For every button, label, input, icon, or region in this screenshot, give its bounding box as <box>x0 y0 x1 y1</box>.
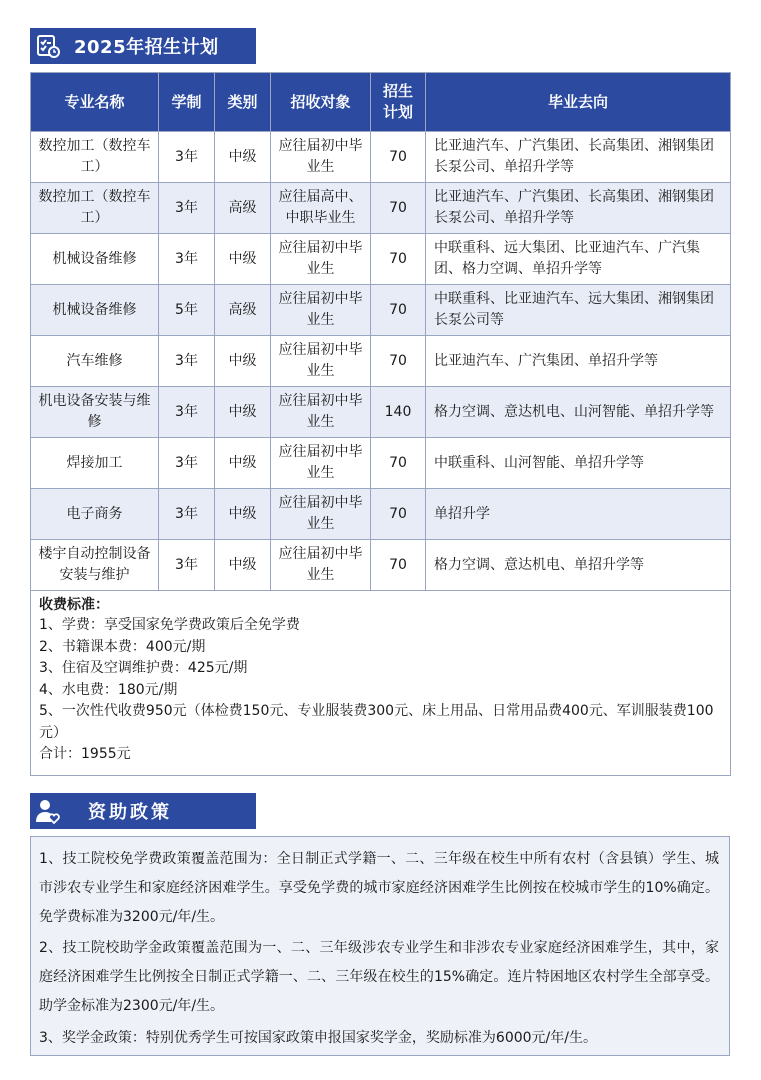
cell-major: 电子商务 <box>31 489 159 540</box>
cell-major: 机械设备维修 <box>31 285 159 336</box>
cell-level: 高级 <box>215 285 271 336</box>
cell-target: 应往届初中毕业生 <box>271 234 371 285</box>
fees-row <box>31 591 731 776</box>
cell-years: 3年 <box>159 336 215 387</box>
fees-section <box>31 591 731 776</box>
cell-level: 中级 <box>215 489 271 540</box>
cell-plan: 70 <box>371 489 426 540</box>
table-row <box>31 387 731 438</box>
cell-level: 高级 <box>215 183 271 234</box>
cell-major: 机械设备维修 <box>31 234 159 285</box>
section-title: 2025年招生计划 <box>74 37 219 58</box>
cell-years: 3年 <box>159 183 215 234</box>
cell-years: 3年 <box>159 234 215 285</box>
policy-paragraph: 3、奖学金政策：特别优秀学生可按国家政策申报国家奖学金，奖励标准为6000元/年/生。 <box>39 1029 597 1046</box>
cell-plan: 70 <box>371 234 426 285</box>
cell-destination: 比亚迪汽车、广汽集团、单招升学等 <box>426 336 731 387</box>
cell-level: 中级 <box>215 132 271 183</box>
fee-item: 3、住宿及空调维护费：425元/期 <box>39 660 248 676</box>
cell-plan: 70 <box>371 438 426 489</box>
cell-major: 楼宇自动控制设备安装与维护 <box>31 540 159 591</box>
cell-years: 3年 <box>159 387 215 438</box>
cell-level: 中级 <box>215 387 271 438</box>
cell-destination: 比亚迪汽车、广汽集团、长高集团、湘钢集团长泵公司、单招升学等 <box>426 132 731 183</box>
table-row <box>31 438 731 489</box>
header-major: 专业名称 <box>31 73 159 132</box>
cell-major: 机电设备安装与维修 <box>31 387 159 438</box>
cell-target: 应往届初中毕业生 <box>271 132 371 183</box>
cell-plan: 70 <box>371 336 426 387</box>
table-header-row <box>31 73 731 132</box>
cell-target: 应往届初中毕业生 <box>271 540 371 591</box>
cell-plan: 70 <box>371 132 426 183</box>
fees-total: 合计：1955元 <box>39 746 131 762</box>
cell-level: 中级 <box>215 234 271 285</box>
table-row <box>31 183 731 234</box>
cell-target: 应往届初中毕业生 <box>271 285 371 336</box>
cell-years: 5年 <box>159 285 215 336</box>
table-row <box>31 285 731 336</box>
cell-destination: 中联重科、山河智能、单招升学等 <box>426 438 731 489</box>
table-row <box>31 132 731 183</box>
cell-level: 中级 <box>215 438 271 489</box>
header-level: 类别 <box>215 73 271 132</box>
cell-target: 应往届初中毕业生 <box>271 489 371 540</box>
person-heart-icon <box>30 793 66 829</box>
cell-plan: 70 <box>371 540 426 591</box>
table-row <box>31 540 731 591</box>
enrollment-plan-table <box>30 72 731 776</box>
policy-paragraph: 2、技工院校助学金政策覆盖范围为一、二、三年级涉农专业学生和非涉农专业家庭经济困难学生，其中，家庭经济困难学生比例按全日制正式学籍一、二、三年级在校生的15%确定。连片特困地区农村学生全部享受。助学金标准为2300元/年/生。 <box>39 940 719 1014</box>
cell-destination: 格力空调、意达机电、山河智能、单招升学等 <box>426 387 731 438</box>
header-target: 招收对象 <box>271 73 371 132</box>
table-row <box>31 234 731 285</box>
cell-level: 中级 <box>215 540 271 591</box>
table-row <box>31 489 731 540</box>
cell-plan: 140 <box>371 387 426 438</box>
fee-item: 1、学费：享受国家免学费政策后全免学费 <box>39 617 300 633</box>
cell-destination: 格力空调、意达机电、单招升学等 <box>426 540 731 591</box>
cell-plan: 70 <box>371 285 426 336</box>
cell-years: 3年 <box>159 438 215 489</box>
cell-target: 应往届初中毕业生 <box>271 387 371 438</box>
policy-paragraph: 1、技工院校免学费政策覆盖范围为：全日制正式学籍一、二、三年级在校生中所有农村（含县镇）学生、城市涉农专业学生和家庭经济困难学生。享受免学费的城市家庭经济困难学生比例按在校城市学生的10%确定。免学费标准为3200元/年/生。 <box>39 851 719 925</box>
cell-target: 应往届高中、中职毕业生 <box>271 183 371 234</box>
cell-destination: 单招升学 <box>426 489 731 540</box>
cell-major: 数控加工（数控车工） <box>31 183 159 234</box>
header-plan: 招生计划 <box>371 73 426 132</box>
cell-major: 焊接加工 <box>31 438 159 489</box>
fee-item: 4、水电费：180元/期 <box>39 681 178 698</box>
cell-years: 3年 <box>159 489 215 540</box>
cell-destination: 比亚迪汽车、广汽集团、长高集团、湘钢集团长泵公司、单招升学等 <box>426 183 731 234</box>
cell-years: 3年 <box>159 132 215 183</box>
fee-item: 2、书籍课本费：400元/期 <box>39 638 206 655</box>
header-destination: 毕业去向 <box>426 73 731 132</box>
checklist-clock-icon <box>30 28 66 64</box>
section-banner-enrollment <box>30 28 256 64</box>
cell-level: 中级 <box>215 336 271 387</box>
fee-item: 5、一次性代收费950元（体检费150元、专业服装费300元、床上用品、日常用品费400元、军训服装费100元） <box>39 703 714 741</box>
fees-title: 收费标准： <box>39 597 109 613</box>
cell-target: 应往届初中毕业生 <box>271 336 371 387</box>
cell-years: 3年 <box>159 540 215 591</box>
cell-plan: 70 <box>371 183 426 234</box>
section-banner-aid-policy <box>30 793 256 829</box>
cell-target: 应往届初中毕业生 <box>271 438 371 489</box>
table-row <box>31 336 731 387</box>
header-years: 学制 <box>159 73 215 132</box>
cell-major: 汽车维修 <box>31 336 159 387</box>
cell-destination: 中联重科、远大集团、比亚迪汽车、广汽集团、格力空调、单招升学等 <box>426 234 731 285</box>
cell-destination: 中联重科、比亚迪汽车、远大集团、湘钢集团长泵公司等 <box>426 285 731 336</box>
cell-major: 数控加工（数控车工） <box>31 132 159 183</box>
aid-policy-box <box>30 836 730 1056</box>
section-title: 资助政策 <box>88 802 172 823</box>
